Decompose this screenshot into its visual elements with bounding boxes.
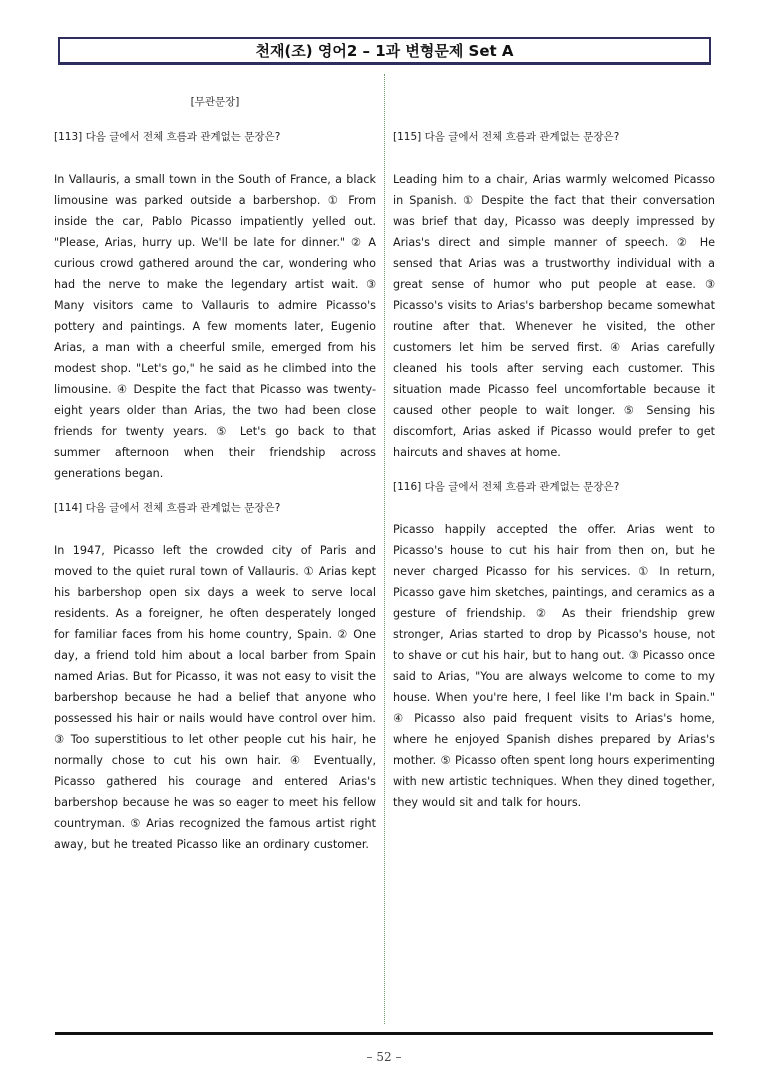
left-column: [54, 92, 376, 869]
question-passage: In Vallauris, a small town in the South of France, a black limousine was parked outside a barbershop. ① From inside the car, Pablo Picasso impatiently yelled out. "Please, Arias, hurry up. We'll be late for dinner." ② A curious crowd gathered around the car, wondering who had the nerve to make the legendary artist wait. ③ Many visitors came to Vallauris to admire Picasso's pottery and paintings. A few moments later, Eugenio Arias, a man with a cheerful smile, emerged from his modest shop. "Let's go," he said as he climbed into the limousine. ④ Despite the fact that Picasso was twenty-eight years older than Arias, the two had been close friends for twenty years. ⑤ Let's go back to that summer afternoon when their friendship across generations began.: [54, 173, 376, 480]
question-title: [116] 다음 글에서 전체 흐름과 관계없는 문장은?: [393, 481, 620, 493]
question-title: [114] 다음 글에서 전체 흐름과 관계없는 문장은?: [54, 502, 281, 514]
column-divider: [384, 74, 385, 1024]
right-column: [393, 92, 715, 827]
section-label: [무관문장]: [190, 96, 240, 108]
section-label-spacer: [393, 92, 715, 113]
question-passage: Leading him to a chair, Arias warmly welcomed Picasso in Spanish. ① Despite the fact that their conversation was brief that day, Picasso was deeply impressed by Arias's direct and simple manner of speech. ② He sensed that Arias was a trustworthy individual with a great sense of humor who put people at ease. ③ Picasso's visits to Arias's barbershop became somewhat routine after that. Whenever he visited, the other customers let him be served first. ④ Arias carefully cleaned his tools after serving each customer. This situation made Picasso feel uncomfortable because it caused other people to wait longer. ⑤ Sensing his discomfort, Arias asked if Picasso would prefer to get haircuts and shaves at home.: [393, 173, 715, 459]
question-title: [113] 다음 글에서 전체 흐름과 관계없는 문장은?: [54, 131, 281, 143]
question-115: [393, 127, 715, 463]
question-114: [54, 498, 376, 855]
question-116: [393, 477, 715, 813]
footer-rule: [55, 1032, 713, 1035]
page-header: [58, 37, 711, 65]
question-passage: Picasso happily accepted the offer. Arias went to Picasso's house to cut his hair from then on, but he never charged Picasso for his services. ① In return, Picasso gave him sketches, paintings, and ceramics as a gesture of friendship. ② As their friendship grew stronger, Arias started to drop by Picasso's house, not to shave or cut his hair, but to hang out. ③ Picasso once said to Arias, "You are always welcome to come to my house. When you're here, I feel like I'm back in Spain." ④ Picasso also paid frequent visits to Arias's home, where he enjoyed Spanish dishes prepared by Arias's mother. ⑤ Picasso often spent long hours experimenting with new artistic techniques. When they dined together, they would sit and talk for hours.: [393, 523, 715, 809]
page-number: – 52 –: [366, 1050, 402, 1064]
question-passage: In 1947, Picasso left the crowded city of Paris and moved to the quiet rural town of Vallauris. ① Arias kept his barbershop open six days a week to serve local residents. As a foreigner, he often desperately longed for familiar faces from his home country, Spain. ② One day, a friend told him about a local barber from Spain named Arias. But for Picasso, it was not easy to visit the barbershop because he had a belief that anyone who possessed his hair or nails would have control over him. ③ Too superstitious to let other people cut his hair, he normally chose to cut his own hair. ④ Eventually, Picasso gathered his courage and entered Arias's barbershop because he was so eager to meet his fellow countryman. ⑤ Arias recognized the famous artist right away, but he treated Picasso like an ordinary customer.: [54, 544, 376, 851]
header-title: 천재(조) 영어2 – 1과 변형문제 Set A: [255, 42, 514, 60]
question-113: [54, 127, 376, 484]
question-title: [115] 다음 글에서 전체 흐름과 관계없는 문장은?: [393, 131, 620, 143]
